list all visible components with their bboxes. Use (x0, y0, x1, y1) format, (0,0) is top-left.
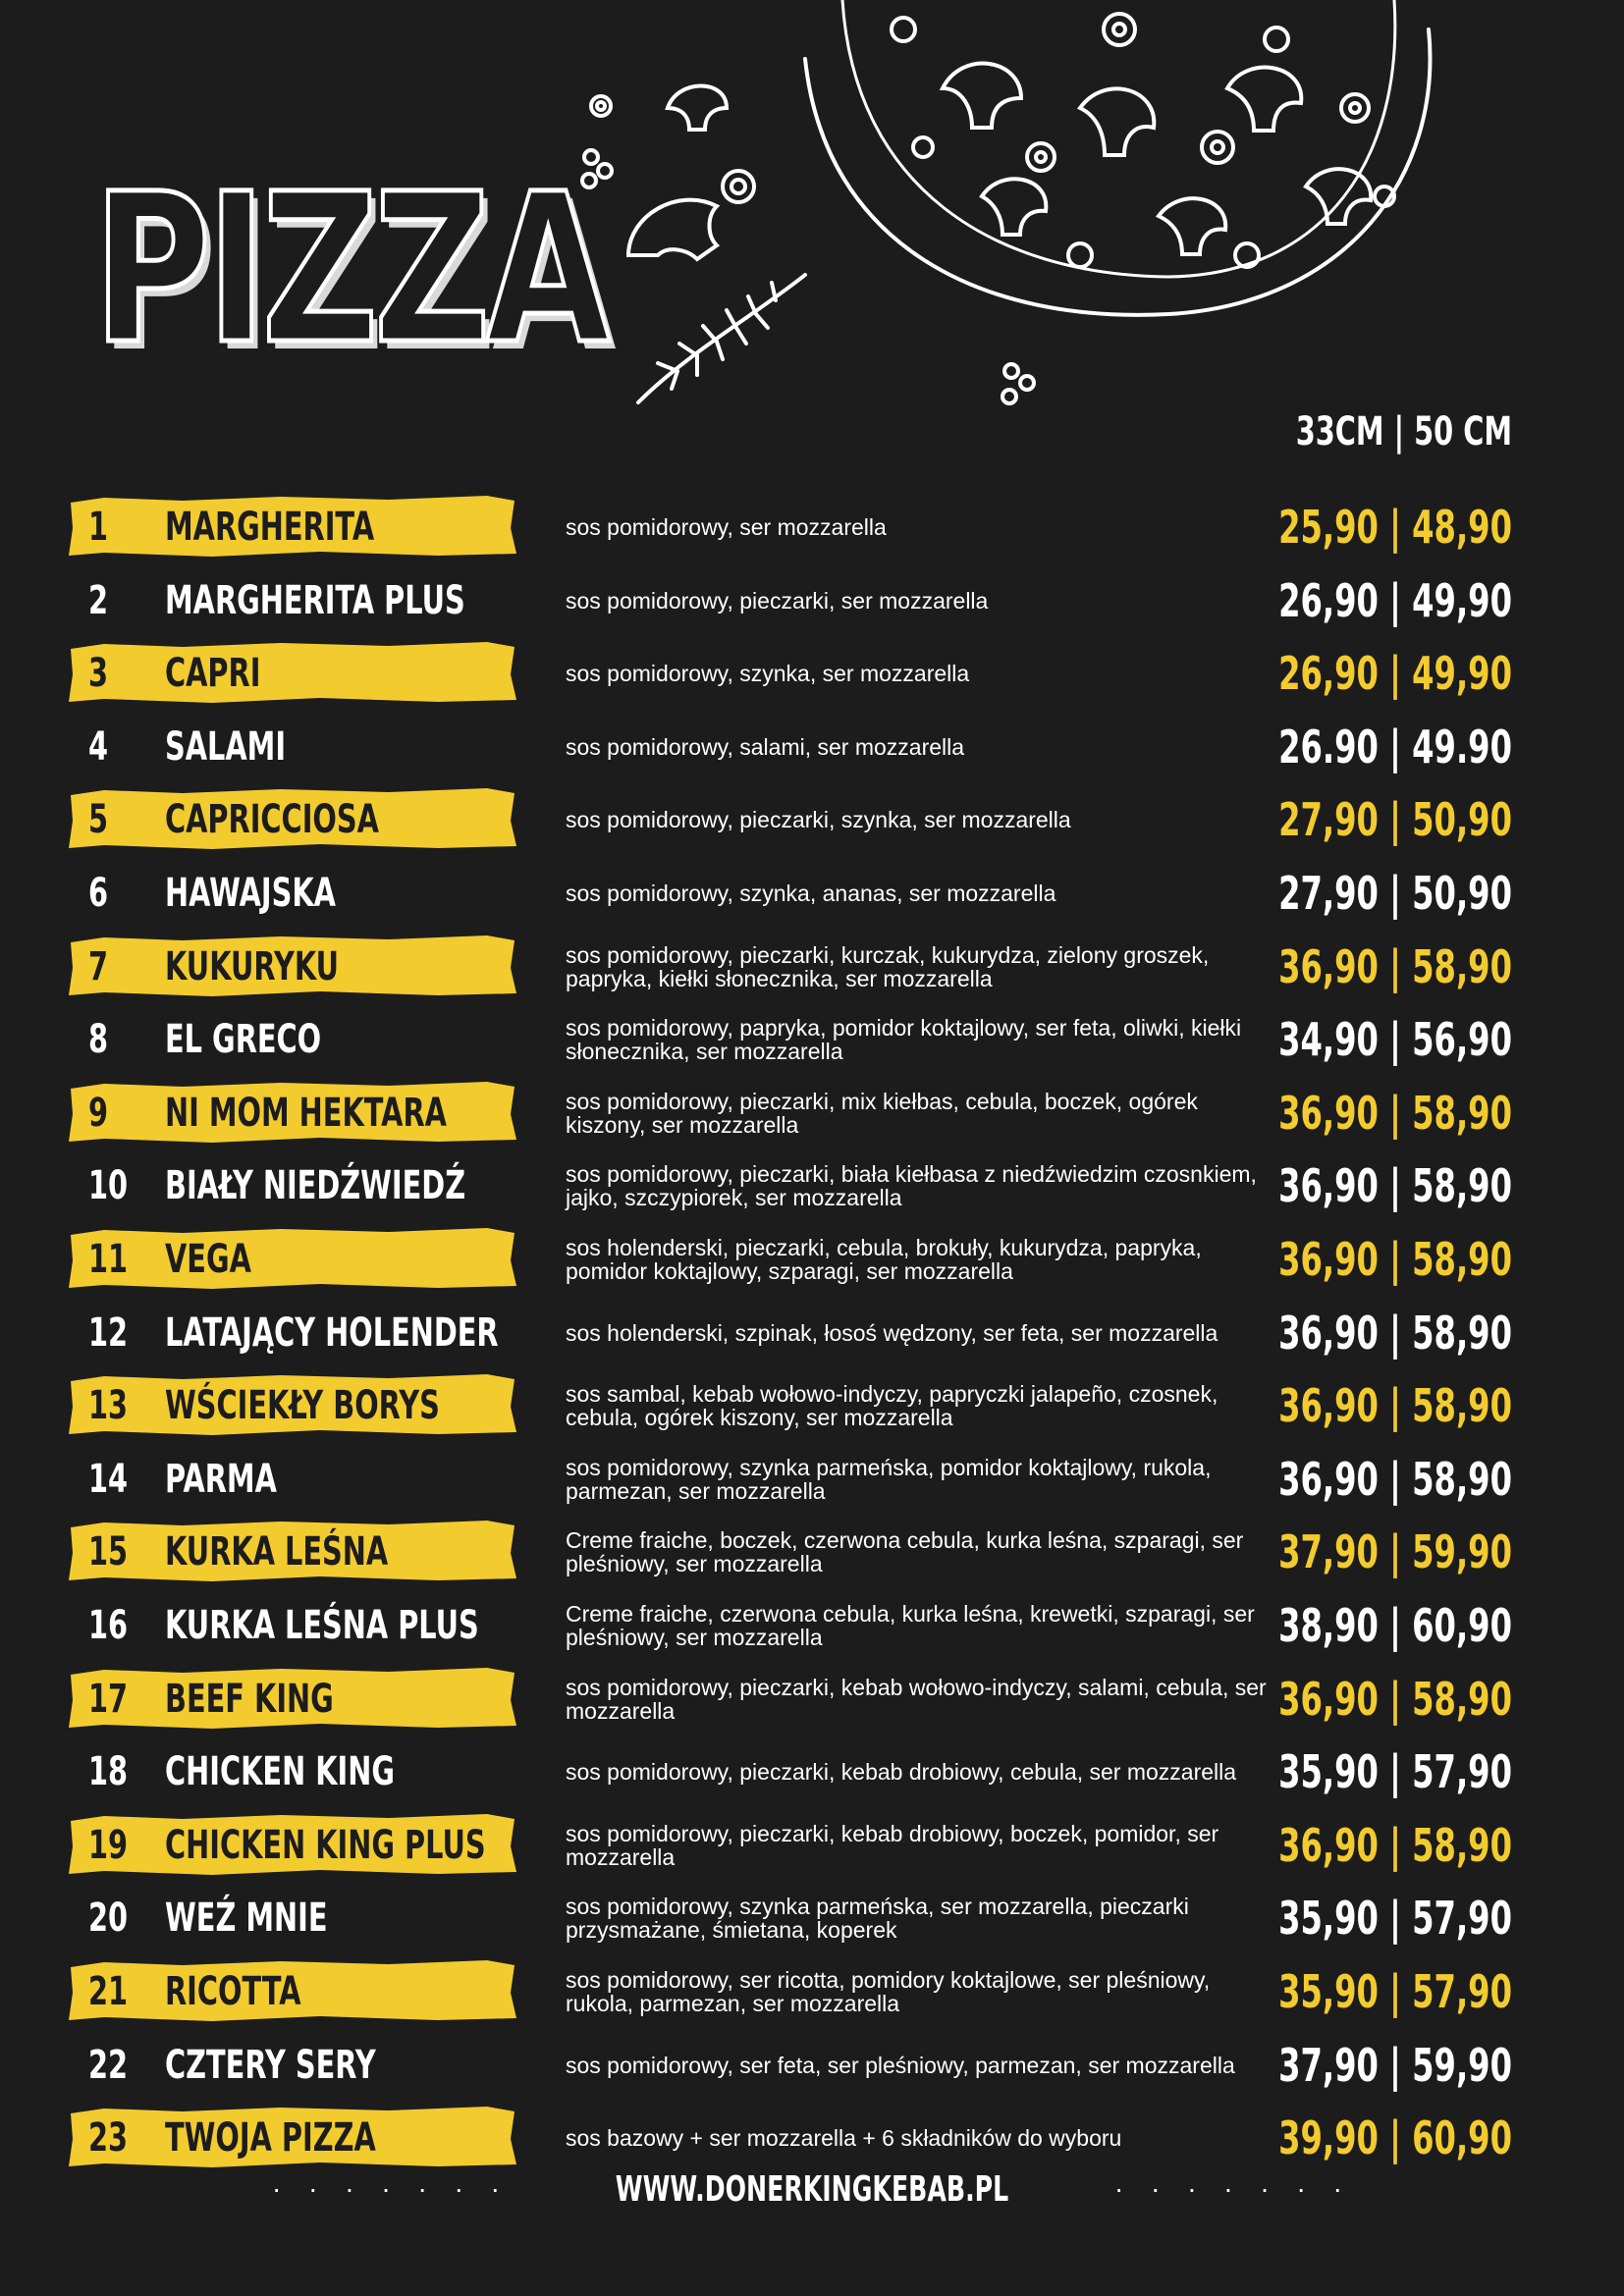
item-price: 35,90 | 57,90 (1278, 1745, 1512, 1799)
size-header (1218, 402, 1512, 461)
item-description: sos pomidorowy, ser mozzarella (566, 514, 887, 540)
item-description: sos pomidorowy, pieczarki, kebab drobiowy, boczek, pomidor, ser mozzarella (566, 1820, 1219, 1870)
item-description: sos pomidorowy, szynka, ser mozzarella (566, 661, 970, 687)
item-description: sos sambal, kebab wołowo-indyczy, papryczki jalapeño, czosnek, cebula, ogórek kiszony, ser mozzarella (566, 1381, 1218, 1431)
item-description: sos pomidorowy, pieczarki, mix kiełbas, cebula, boczek, ogórek kiszony, ser mozzarella (566, 1088, 1198, 1138)
item-price: 36,90 | 58,90 (1278, 939, 1512, 993)
item-number: 5 (88, 797, 109, 843)
item-description: sos pomidorowy, szynka parmeńska, pomidor koktajlowy, rukola, parmezan, ser mozzarella (566, 1454, 1212, 1504)
item-price: 39,90 | 60,90 (1278, 2111, 1512, 2165)
item-description: Creme fraiche, czerwona cebula, kurka leśna, krewetki, szparagi, ser pleśniowy, ser mozzarella (566, 1601, 1255, 1650)
menu-item (0, 1369, 1624, 1442)
item-number: 8 (88, 1017, 109, 1063)
item-number: 12 (88, 1309, 129, 1356)
item-name: WŚCIEKŁY BORYS (165, 1383, 440, 1429)
item-name: CHICKEN KING (165, 1749, 395, 1795)
menu-item (0, 783, 1624, 856)
menu-item (0, 1443, 1624, 1516)
item-name: KUKURYKU (165, 943, 340, 989)
item-price: 38,90 | 60,90 (1278, 1599, 1512, 1652)
item-price: 26,90 | 49,90 (1278, 573, 1512, 627)
menu-item (0, 491, 1624, 563)
item-name: TWOJA PIZZA (165, 2115, 376, 2162)
item-name: KURKA LEŚNA PLUS (165, 1603, 479, 1648)
item-description: sos pomidorowy, pieczarki, szynka, ser mozzarella (566, 807, 1071, 833)
item-price: 27,90 | 50,90 (1278, 867, 1512, 920)
item-number: 14 (88, 1456, 129, 1502)
item-price: 34,90 | 56,90 (1278, 1013, 1512, 1067)
item-number: 9 (88, 1090, 109, 1136)
menu-item (0, 1809, 1624, 1882)
menu-item (0, 1077, 1624, 1149)
item-name: KURKA LEŚNA (165, 1529, 389, 1575)
item-price: 35,90 | 57,90 (1278, 1892, 1512, 1946)
item-name: SALAMI (165, 723, 287, 770)
item-number: 21 (88, 1969, 129, 2014)
item-number: 13 (88, 1383, 129, 1429)
menu-item (0, 857, 1624, 930)
item-name: BIAŁY NIEDŹWIEDŹ (165, 1163, 466, 1209)
item-description: sos pomidorowy, papryka, pomidor koktajlowy, ser feta, oliwki, kiełki słonecznika, ser mozzarella (566, 1015, 1242, 1065)
item-price: 36,90 | 58,90 (1278, 1306, 1512, 1360)
item-name: NI MOM HEKTARA (165, 1090, 447, 1136)
menu-item (0, 1955, 1624, 2028)
menu-item (0, 2029, 1624, 2102)
item-name: MARGHERITA PLUS (165, 577, 465, 623)
item-number: 23 (88, 2115, 129, 2162)
item-description: sos holenderski, pieczarki, cebula, brokuły, kukurydza, papryka, pomidor koktajlowy, szparagi, ser mozzarella (566, 1235, 1202, 1284)
item-price: 26,90 | 49,90 (1278, 647, 1512, 701)
footer-dots-left: · · · · · · · (272, 2173, 510, 2204)
item-description: Creme fraiche, boczek, czerwona cebula, kurka leśna, szparagi, ser pleśniowy, ser mozzarella (566, 1527, 1244, 1577)
footer-dots-right: · · · · · · · (1114, 2173, 1352, 2204)
item-description: sos pomidorowy, pieczarki, ser mozzarella (566, 587, 989, 614)
menu-item (0, 1589, 1624, 1662)
item-name: MARGHERITA (165, 505, 375, 550)
item-name: PARMA (165, 1456, 277, 1502)
menu-item (0, 1735, 1624, 1808)
item-number: 10 (88, 1163, 129, 1209)
menu-item (0, 1663, 1624, 1735)
item-number: 17 (88, 1676, 129, 1722)
item-description: sos pomidorowy, pieczarki, kebab wołowo-indyczy, salami, cebula, ser mozzarella (566, 1674, 1267, 1724)
website-url: WWW.DONERKINGKEBAB.PL (615, 2168, 1009, 2210)
footer (0, 2160, 1624, 2218)
menu-item (0, 1223, 1624, 1296)
item-name: VEGA (165, 1237, 251, 1282)
item-description: sos pomidorowy, ser feta, ser pleśniowy, parmezan, ser mozzarella (566, 2052, 1235, 2078)
mushroom-icon (943, 64, 1371, 254)
item-price: 36,90 | 58,90 (1278, 1379, 1512, 1433)
item-price: 37,90 | 59,90 (1278, 2038, 1512, 2092)
menu-item (0, 637, 1624, 710)
item-description: sos pomidorowy, szynka, ananas, ser mozzarella (566, 881, 1056, 906)
item-number: 11 (88, 1237, 129, 1282)
menu-item (0, 1882, 1624, 1954)
item-price: 27,90 | 50,90 (1278, 793, 1512, 847)
item-name: CZTERY SERY (165, 2042, 376, 2088)
item-price: 36,90 | 58,90 (1278, 1452, 1512, 1506)
item-price: 35,90 | 57,90 (1278, 1965, 1512, 2018)
item-number: 7 (88, 943, 109, 989)
size-labels: 33CM | 50 CM (1295, 409, 1512, 454)
item-description: sos pomidorowy, pieczarki, kebab drobiowy, cebula, ser mozzarella (566, 1759, 1237, 1786)
menu-item (0, 931, 1624, 1003)
item-name: WEŹ MNIE (165, 1896, 328, 1942)
item-number: 1 (88, 505, 109, 550)
item-description: sos holenderski, szpinak, łosoś wędzony, ser feta, ser mozzarella (566, 1319, 1218, 1346)
item-name: RICOTTA (165, 1969, 301, 2014)
page-title: PIZZA (93, 149, 606, 390)
item-description: sos pomidorowy, ser ricotta, pomidory koktajlowe, ser pleśniowy, rukola, parmezan, ser mozzarella (566, 1967, 1211, 2016)
item-name: EL GRECO (165, 1017, 322, 1063)
item-number: 19 (88, 1822, 129, 1868)
item-name: CAPRICCIOSA (165, 797, 379, 843)
item-price: 25,90 | 48,90 (1278, 501, 1512, 554)
item-price: 36,90 | 58,90 (1278, 1159, 1512, 1213)
item-number: 18 (88, 1749, 129, 1795)
item-number: 15 (88, 1529, 129, 1575)
item-number: 2 (88, 577, 109, 623)
item-description: sos pomidorowy, szynka parmeńska, ser mozzarella, pieczarki przysmażane, śmietana, koperek (566, 1894, 1189, 1944)
menu-item (0, 1516, 1624, 1588)
menu-item (0, 1149, 1624, 1222)
menu-item (0, 1003, 1624, 1076)
item-description: sos pomidorowy, pieczarki, biała kiełbasa z niedźwiedzim czosnkiem, jajko, szczypiorek, ser mozzarella (566, 1161, 1257, 1211)
item-price: 36,90 | 58,90 (1278, 1086, 1512, 1140)
item-price: 36,90 | 58,90 (1278, 1818, 1512, 1872)
item-price: 36,90 | 58,90 (1278, 1233, 1512, 1286)
item-description: sos pomidorowy, salami, ser mozzarella (566, 733, 965, 760)
item-number: 16 (88, 1603, 129, 1648)
menu-item (0, 564, 1624, 637)
item-name: CAPRI (165, 651, 261, 697)
item-number: 22 (88, 2042, 129, 2088)
item-price: 37,90 | 59,90 (1278, 1525, 1512, 1579)
item-name: BEEF KING (165, 1676, 334, 1722)
item-number: 4 (88, 723, 109, 770)
item-price: 26.90 | 49.90 (1278, 720, 1512, 774)
item-number: 3 (88, 651, 109, 697)
menu-item (0, 711, 1624, 783)
item-price: 36,90 | 58,90 (1278, 1672, 1512, 1726)
menu-item (0, 1297, 1624, 1369)
item-description: sos pomidorowy, pieczarki, kurczak, kukurydza, zielony groszek, papryka, kiełki słonecznika, ser mozzarella (566, 941, 1210, 991)
item-name: HAWAJSKA (165, 871, 336, 916)
item-name: CHICKEN KING PLUS (165, 1822, 486, 1868)
item-number: 6 (88, 871, 109, 916)
item-name: LATAJĄCY HOLENDER (165, 1309, 499, 1356)
item-number: 20 (88, 1896, 129, 1942)
item-description: sos bazowy + ser mozzarella + 6 składników do wyboru (566, 2125, 1122, 2152)
